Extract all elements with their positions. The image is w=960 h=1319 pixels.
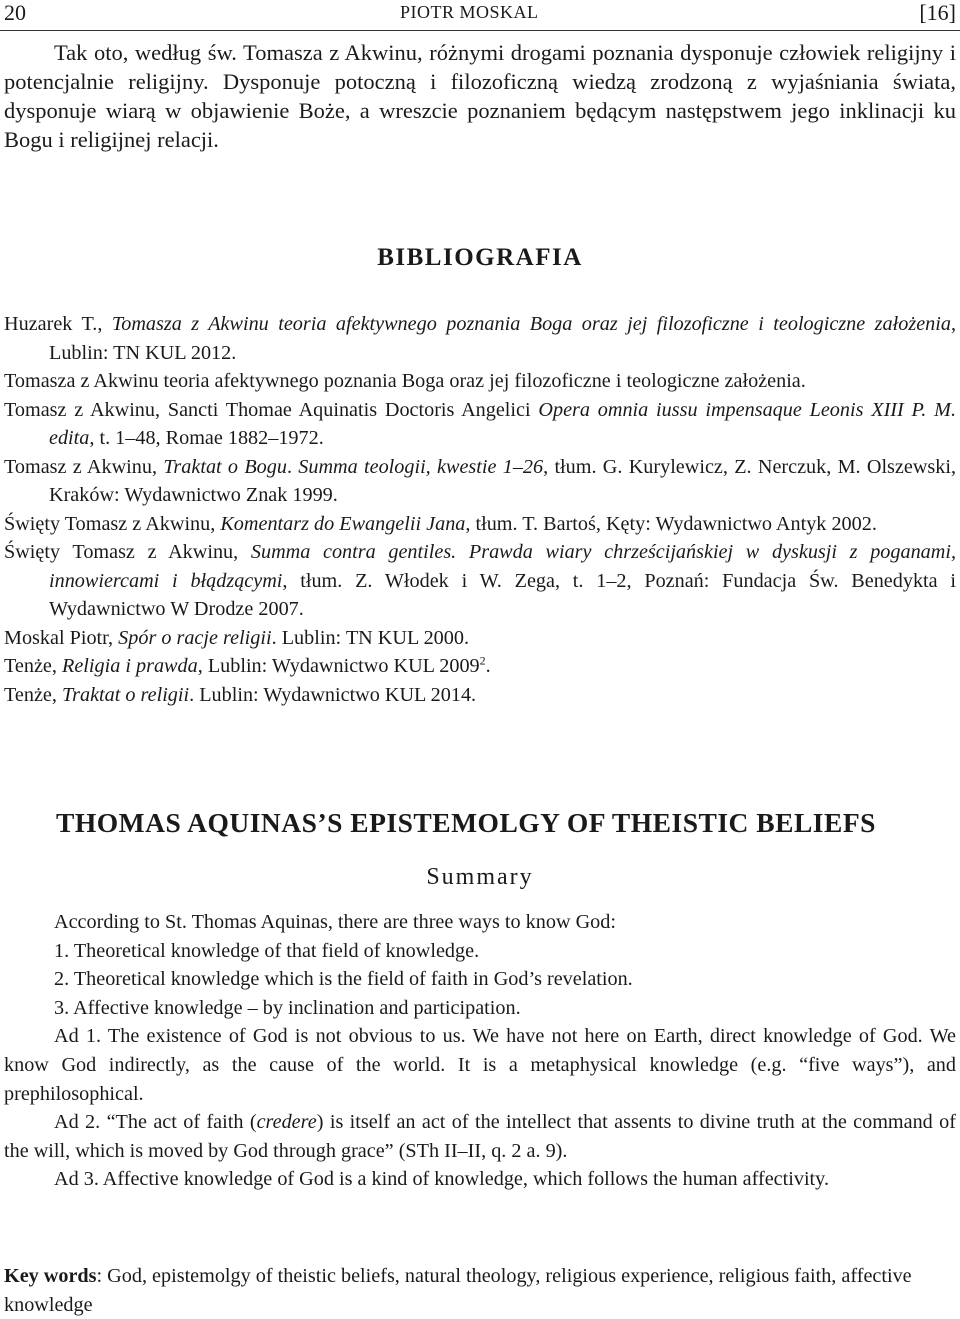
running-author: PIOTR MOSKAL bbox=[400, 2, 539, 22]
bibliography-list bbox=[4, 310, 956, 709]
bibliography-title: BIBLIOGRAFIA bbox=[377, 244, 583, 271]
entry-text: Tomasz z Akwinu, Sancti Thomae Aquinatis Doctoris Angelici bbox=[4, 398, 539, 421]
summary-text: Ad 2. “The act of faith ( bbox=[54, 1111, 257, 1134]
summary-paragraph: 1. Theoretical knowledge of that field of knowledge. bbox=[54, 939, 480, 962]
entry-text: Tenże, bbox=[4, 683, 62, 706]
intro-section bbox=[4, 38, 956, 154]
bibliography-entry bbox=[4, 681, 956, 710]
summary-paragraph: Ad 1. The existence of God is not obvious to us. We have not here on Earth, direct knowledge of God. We know God indirectly, as the cause of the world. It is a metaphysical knowledge (e.g. “five ways”), and prephilosophical. bbox=[4, 1025, 956, 1105]
entry-text: Moskal Piotr, bbox=[4, 626, 119, 649]
bibliography-entry bbox=[4, 510, 956, 539]
entry-title: Opera omnia iussu impensaque Leonis XIII P. M. edita bbox=[49, 398, 956, 449]
entry-text: Tenże, bbox=[4, 655, 62, 677]
entry-text: , t. 1–48, Romae 1882–1972. bbox=[89, 427, 324, 449]
bibliography-entry bbox=[4, 367, 956, 396]
summary-paragraph: 3. Affective knowledge – by inclination and participation. bbox=[54, 996, 521, 1019]
entry-title: Spór o racje religii bbox=[118, 626, 272, 649]
summary-paragraph bbox=[4, 1108, 956, 1165]
running-header bbox=[0, 0, 960, 26]
summary-paragraph: 2. Theoretical knowledge which is the field of faith in God’s revelation. bbox=[54, 968, 633, 991]
entry-text: Tomasz z Akwinu, bbox=[4, 455, 164, 478]
entry-title: Religia i prawda bbox=[62, 655, 198, 677]
header-rule bbox=[0, 30, 960, 31]
entry-text: . bbox=[485, 655, 491, 677]
summary-subtitle: Summary bbox=[426, 864, 534, 890]
bibliography-entry bbox=[4, 538, 956, 624]
summary-text: ) is itself an act of the intellect that assents to divine truth at the command of the will, which is moved by God through grace” (STh II–II, q. 2 a. 9). bbox=[4, 1111, 956, 1162]
entry-text: Święty Tomasz z Akwinu, bbox=[4, 512, 221, 535]
entry-title: Tomasza z Akwinu teoria afektywnego poznania Boga oraz jej filozoficzne i teologiczne założenia bbox=[111, 313, 951, 335]
entry-text: . Lublin: TN KUL 2000. bbox=[271, 626, 469, 649]
entry-text: Święty Tomasz z Akwinu, bbox=[4, 541, 251, 563]
intro-paragraph: Tak oto, według św. Tomasza z Akwinu, różnymi drogami poznania dysponuje człowiek religijny i potencjalnie religijny. Dysponuje potoczną i filozoficzną wiedzą zrodzoną z wyjaśniania świata, dysponuje wiarą w objawienie Boże, a wreszcie poznaniem będącym następstwem jego inklinacji ku Bogu i religijnej relacji. bbox=[4, 40, 956, 152]
bibliography-entry bbox=[4, 652, 956, 681]
summary-italic: credere bbox=[256, 1111, 317, 1134]
bibliography-entry bbox=[4, 396, 956, 453]
entry-title: Summa teologii, kwestie 1–26 bbox=[298, 455, 544, 478]
entry-text: Huzarek T., bbox=[4, 313, 112, 335]
summary-title: THOMAS AQUINAS’S EPISTEMOLGY OF THEISTIC BELIEFS bbox=[56, 807, 876, 838]
entry-title: Traktat o religii bbox=[62, 683, 190, 706]
entry-text: , Lublin: Wydawnictwo KUL 2009 bbox=[197, 655, 480, 677]
summary-section bbox=[4, 908, 956, 1194]
bibliography-entry bbox=[4, 453, 956, 510]
keywords-line bbox=[4, 1262, 956, 1319]
summary-paragraph: According to St. Thomas Aquinas, there are three ways to know God: bbox=[54, 911, 616, 933]
entry-text: , tłum. Z. Włodek i W. Zega, t. 1–2, Poznań: Fundacja Św. Benedykta i Wydawnictwo W Drodze 2007. bbox=[49, 569, 956, 620]
entry-text: . bbox=[286, 455, 299, 478]
entry-text: . Lublin: Wydawnictwo KUL 2014. bbox=[189, 683, 477, 706]
entry-title: Komentarz do Ewangelii Jana bbox=[220, 512, 466, 535]
edition-superscript: 2 bbox=[479, 653, 486, 668]
entry-text: , Lublin: TN KUL 2012. bbox=[49, 313, 956, 364]
page-number: 20 bbox=[4, 0, 26, 25]
bibliography-entry bbox=[4, 624, 956, 653]
entry-text: Tomasza z Akwinu teoria afektywnego poznania Boga oraz jej filozoficzne i teologiczne założenia. bbox=[4, 370, 806, 392]
keywords-text: : God, epistemolgy of theistic beliefs, natural theology, religious experience, religious faith, affective knowledge bbox=[4, 1265, 912, 1316]
entry-title: Traktat o Bogu bbox=[163, 455, 287, 478]
summary-paragraph: Ad 3. Affective knowledge of God is a kind of knowledge, which follows the human affectivity. bbox=[54, 1168, 829, 1191]
bibliography-entry bbox=[4, 310, 956, 367]
keywords-label: Key words bbox=[4, 1265, 97, 1287]
entry-text: , tłum. G. Kurylewicz, Z. Nerczuk, M. Olszewski, Kraków: Wydawnictwo Znak 1999. bbox=[49, 455, 957, 506]
reference-number: [16] bbox=[919, 0, 956, 25]
entry-text: , tłum. T. Bartoś, Kęty: Wydawnictwo Antyk 2002. bbox=[465, 512, 877, 535]
entry-title: Summa contra gentiles. Prawda wiary chrześcijańskiej w dyskusji z poganami, innowiercami i błądzącymi bbox=[49, 541, 956, 592]
